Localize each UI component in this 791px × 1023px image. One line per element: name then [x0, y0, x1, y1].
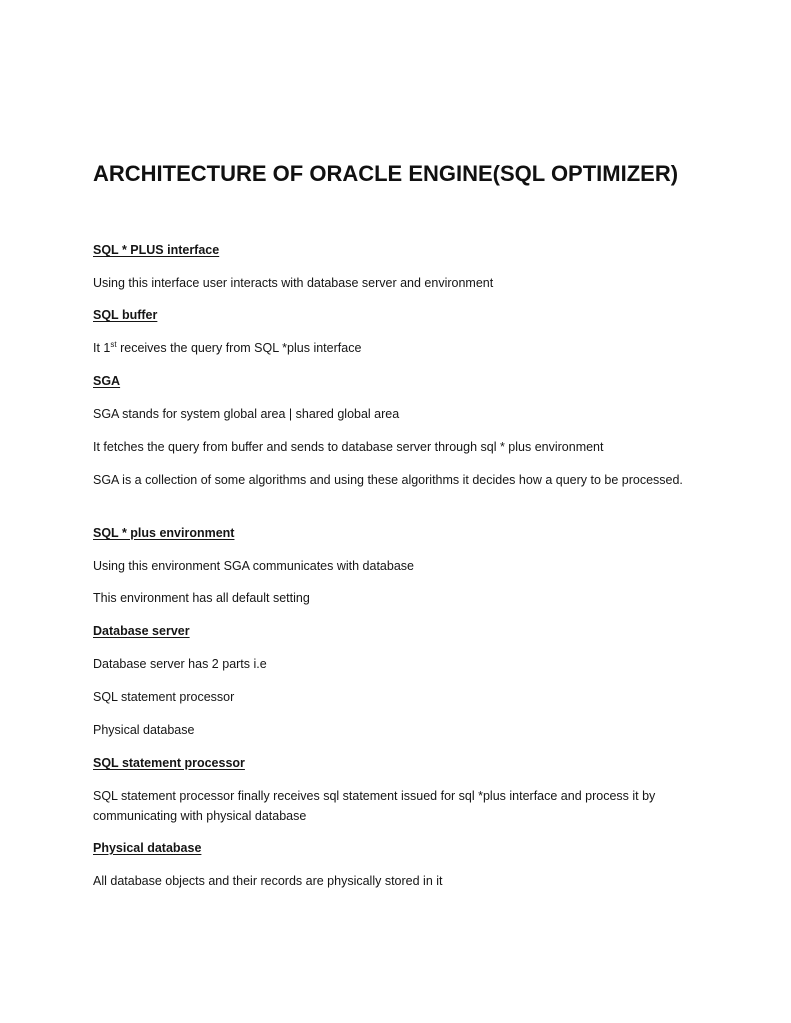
sql-statement-processor-text: SQL statement processor finally receives sql statement issued for sql *plus interface and process it by communicating with physical database — [93, 789, 656, 823]
section-heading-physical-database: Physical database — [93, 841, 202, 855]
section-heading-sql-plus-environment: SQL * plus environment — [93, 526, 235, 540]
sql-buffer-text — [93, 338, 361, 358]
section-heading-sql-buffer: SQL buffer — [93, 308, 158, 322]
sql-buffer-text-after: receives the query from SQL *plus interface — [116, 341, 362, 355]
database-server-line-3: Physical database — [93, 723, 195, 737]
sql-plus-interface-text: Using this interface user interacts with database server and environment — [93, 276, 494, 290]
sga-line-1: SGA stands for system global area | shared global area — [93, 407, 400, 421]
database-server-line-1: Database server has 2 parts i.e — [93, 657, 267, 671]
section-heading-database-server: Database server — [93, 624, 190, 638]
sql-plus-environment-line-2: This environment has all default setting — [93, 591, 310, 605]
sga-line-3: SGA is a collection of some algorithms and using these algorithms it decides how a query to be processed. — [93, 473, 683, 487]
database-server-line-2: SQL statement processor — [93, 690, 235, 704]
sql-buffer-text-before: It 1 — [93, 341, 111, 355]
section-heading-sql-plus-interface: SQL * PLUS interface — [93, 243, 220, 257]
page-title: ARCHITECTURE OF ORACLE ENGINE(SQL OPTIMIZER) — [93, 161, 679, 186]
section-heading-sga: SGA — [93, 374, 121, 388]
section-heading-sql-statement-processor: SQL statement processor — [93, 756, 245, 770]
physical-database-text: All database objects and their records are physically stored in it — [93, 874, 443, 888]
sga-line-2: It fetches the query from buffer and sends to database server through sql * plus environment — [93, 440, 604, 454]
sql-buffer-text-superscript: st — [110, 339, 117, 349]
sql-plus-environment-line-1: Using this environment SGA communicates with database — [93, 559, 414, 573]
